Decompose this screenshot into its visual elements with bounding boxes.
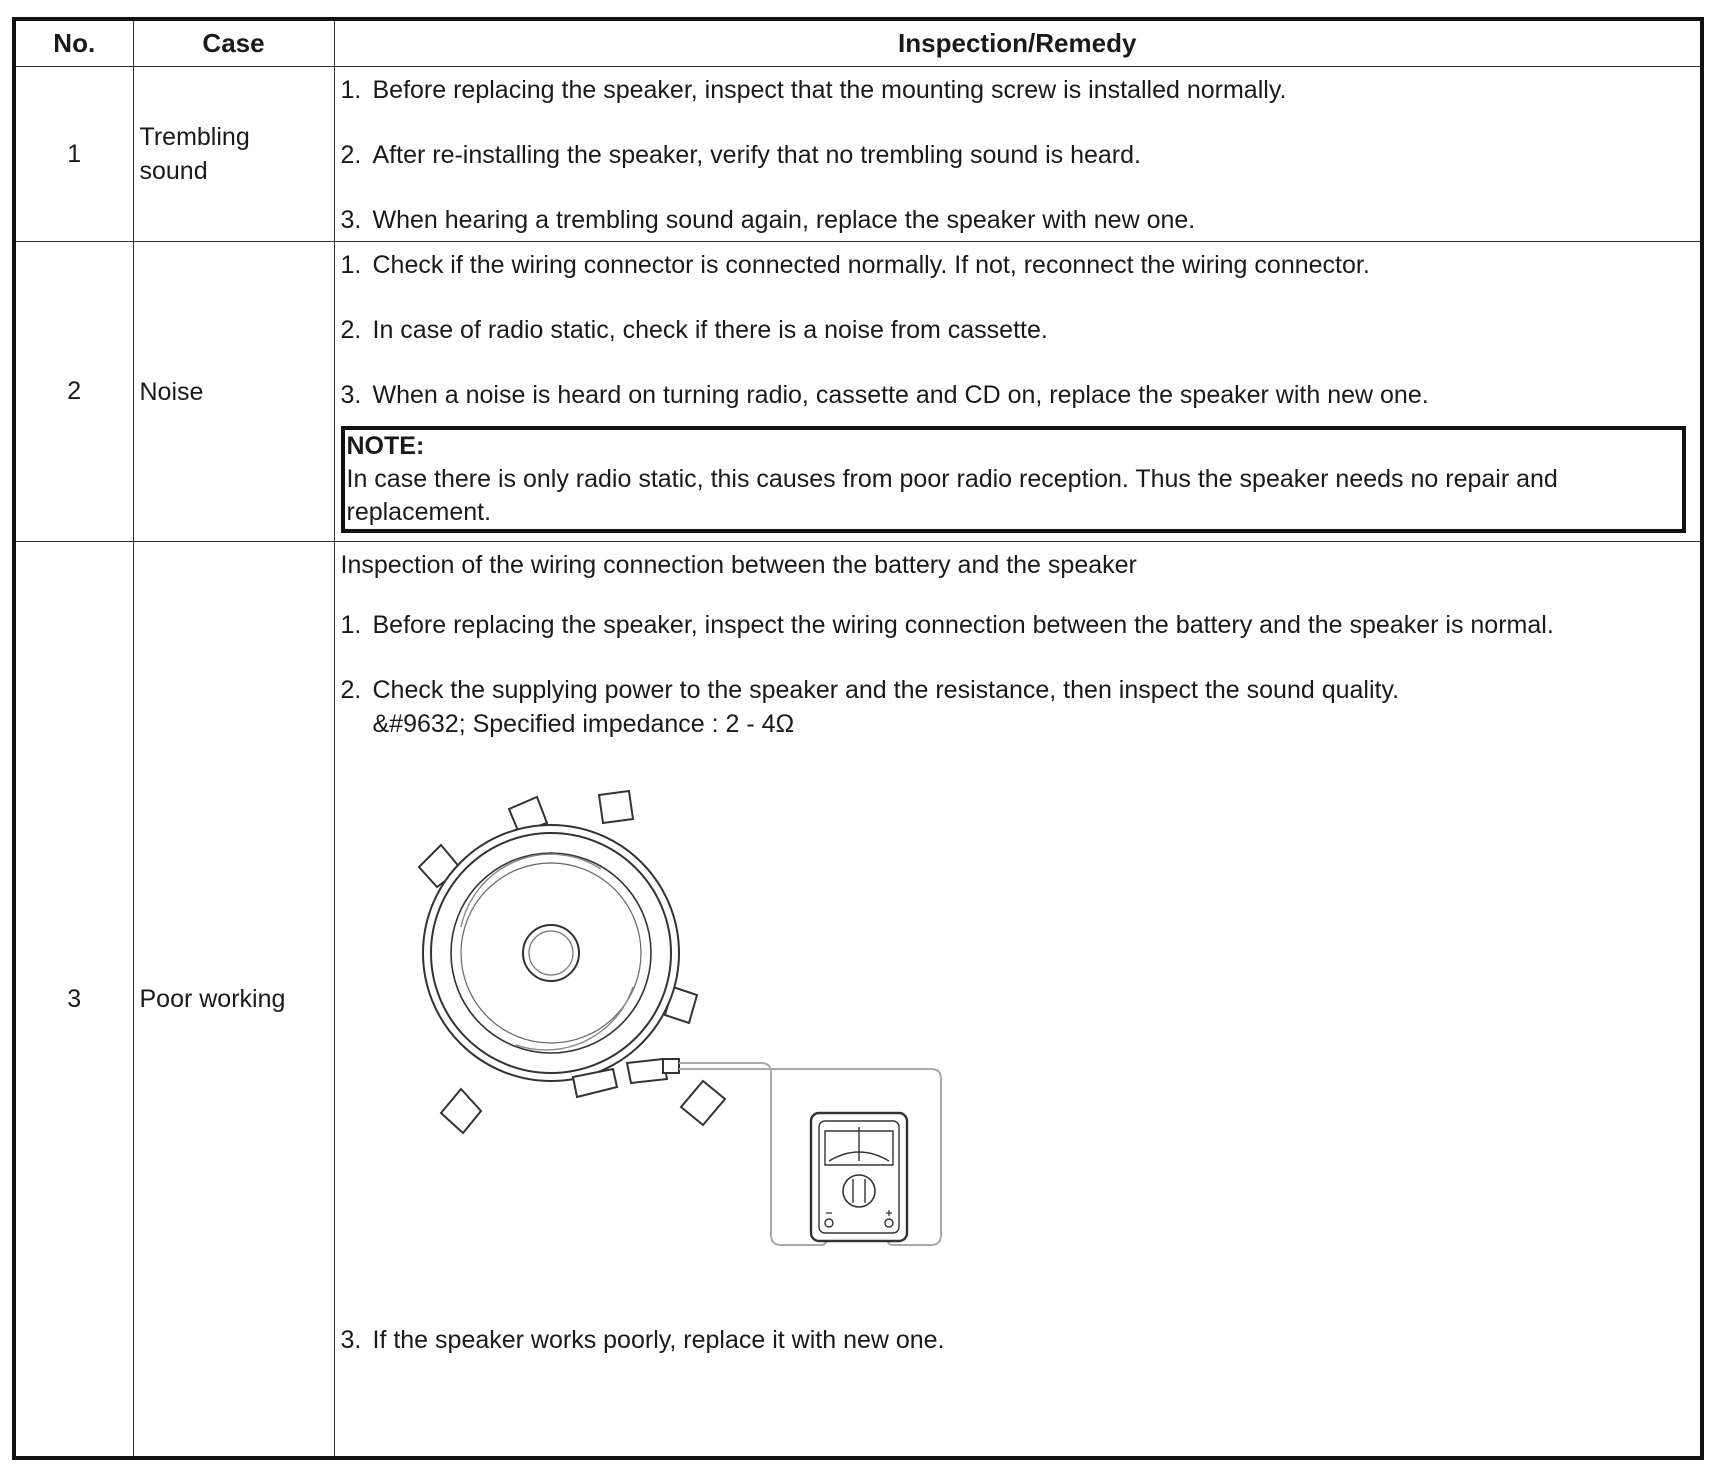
step-text: After re-installing the speaker, verify that no trembling sound is heard. [372, 141, 1141, 169]
table-row [14, 67, 1702, 242]
speaker-multimeter-svg [341, 777, 961, 1277]
multimeter-icon [811, 1113, 907, 1241]
step-number: 3. [340, 206, 362, 234]
header-no: No. [14, 19, 133, 67]
inspection-intro: Inspection of the wiring connection between the battery and the speaker [340, 551, 1137, 579]
troubleshooting-table [12, 17, 1704, 1460]
header-remedy: Inspection/Remedy [334, 19, 1702, 67]
remedy-step [341, 378, 1693, 412]
note-box [341, 426, 1687, 533]
step-number: 3. [340, 1326, 362, 1354]
remedy-step [341, 608, 1693, 642]
step-text: Check if the wiring connector is connected normally. If not, reconnect the wiring connector. [372, 251, 1370, 279]
step-number: 1. [340, 611, 362, 639]
remedy-step [341, 73, 1693, 107]
case-line: sound [139, 157, 208, 185]
step-text: When a noise is heard on turning radio, cassette and CD on, replace the speaker with new one. [372, 381, 1429, 409]
header-case: Case [133, 19, 334, 67]
row-number: 1 [14, 67, 133, 242]
row-case: Poor working [133, 542, 334, 1459]
row-number: 3 [14, 542, 133, 1459]
step-number: 1. [340, 251, 362, 279]
row-number: 2 [14, 242, 133, 542]
row-remedy [334, 67, 1702, 242]
table-row [14, 242, 1702, 542]
step-number: 2. [340, 141, 362, 169]
row-case [133, 67, 334, 242]
row-case: Noise [133, 242, 334, 542]
remedy-step [341, 313, 1693, 347]
step-number: 3. [340, 381, 362, 409]
table-row [14, 542, 1702, 1459]
remedy-step [341, 1323, 1693, 1357]
row-remedy [334, 542, 1702, 1459]
step-number: 1. [340, 76, 362, 104]
impedance-spec: &#9632; Specified impedance : 2 - 4Ω [372, 710, 795, 738]
case-line: Trembling [139, 123, 250, 151]
step-text: If the speaker works poorly, replace it with new one. [372, 1326, 945, 1354]
step-number: 2. [340, 676, 362, 704]
row-remedy [334, 242, 1702, 542]
header-row [14, 19, 1702, 67]
step-text: Check the supplying power to the speaker and the resistance, then inspect the sound quality. [372, 676, 1400, 704]
step-text: When hearing a trembling sound again, replace the speaker with new one. [372, 206, 1196, 234]
remedy-step [341, 138, 1693, 172]
remedy-step [341, 248, 1693, 282]
step-text: In case of radio static, check if there is a noise from cassette. [372, 316, 1048, 344]
step-number: 2. [340, 316, 362, 344]
remedy-step [341, 203, 1693, 237]
note-title: NOTE: [346, 432, 425, 460]
note-text: In case there is only radio static, this causes from poor radio reception. Thus the speaker needs no repair and replacement. [346, 465, 1558, 526]
step-text: Before replacing the speaker, inspect the wiring connection between the battery and the speaker is normal. [372, 611, 1554, 639]
speaker-icon [419, 791, 725, 1133]
speaker-diagram [341, 777, 961, 1277]
remedy-step [341, 673, 1693, 707]
step-text: Before replacing the speaker, inspect that the mounting screw is installed normally. [372, 76, 1287, 104]
